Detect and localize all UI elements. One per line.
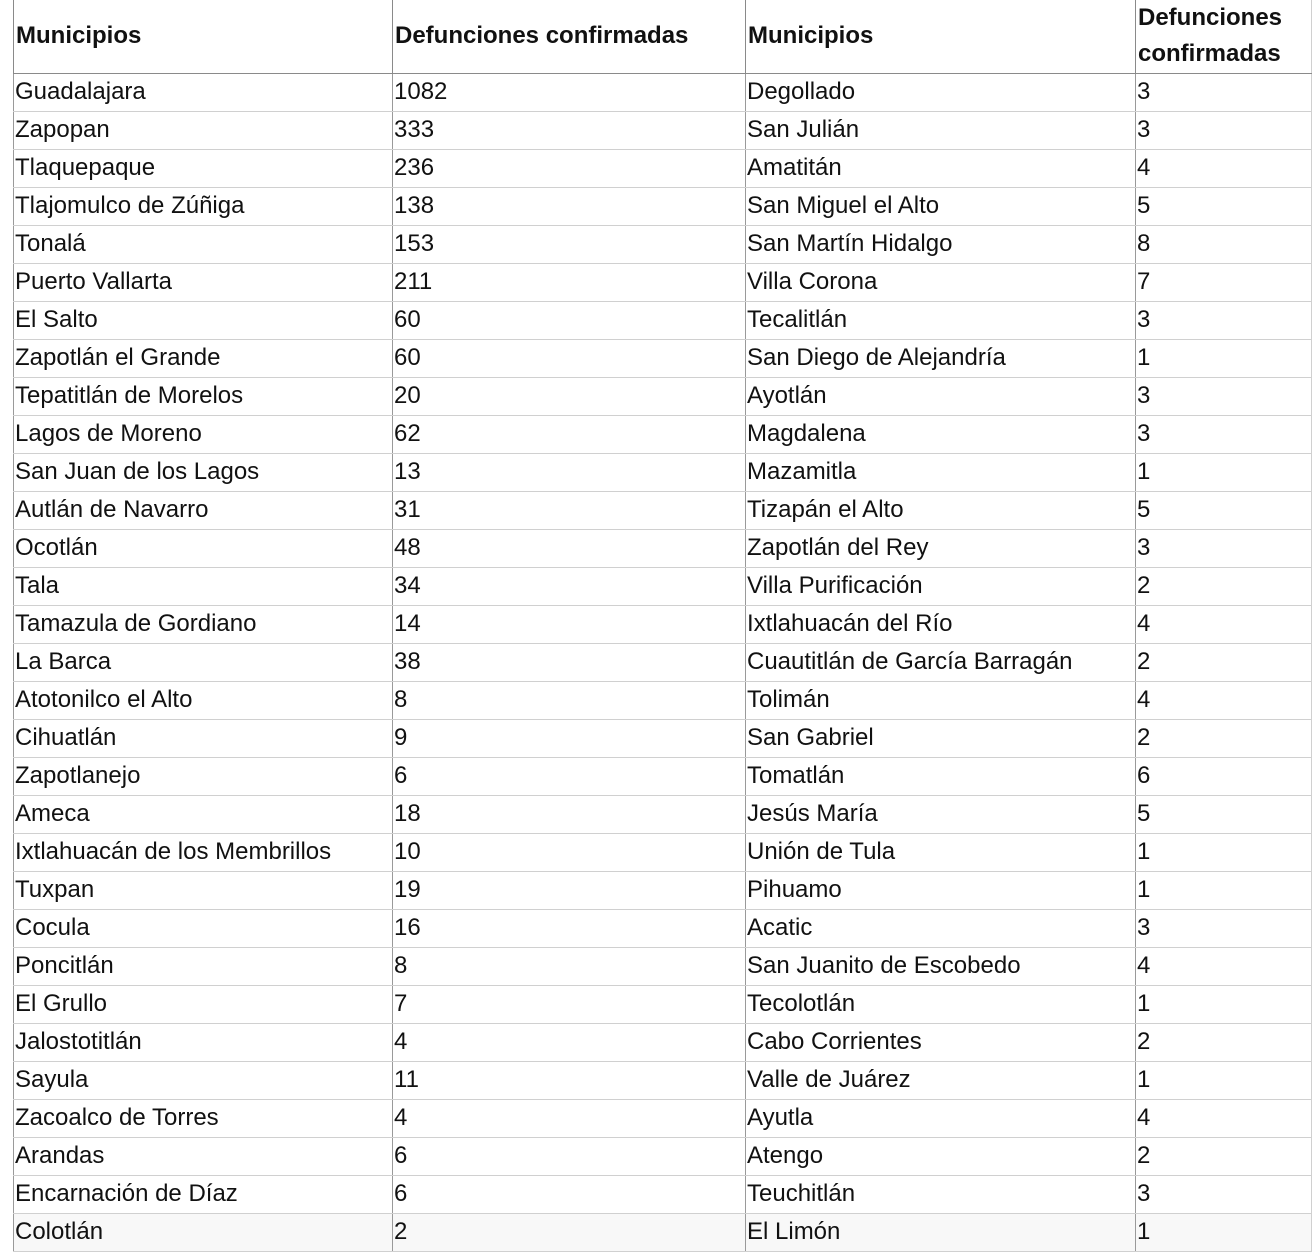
defunciones-right-cell: 4 (1136, 605, 1312, 643)
municipio-right-cell: Magdalena (746, 415, 1136, 453)
defunciones-left-cell: 211 (393, 263, 746, 301)
defunciones-left-cell: 4 (393, 1023, 746, 1061)
defunciones-right-cell: 4 (1136, 947, 1312, 985)
table-row (14, 187, 1312, 225)
defunciones-right-cell: 7 (1136, 263, 1312, 301)
table-body (14, 73, 1312, 1251)
table-row (14, 1023, 1312, 1061)
municipio-left-cell: Guadalajara (14, 73, 393, 111)
municipio-left-cell: Cocula (14, 909, 393, 947)
table-row (14, 301, 1312, 339)
header-municipios-right: Municipios (746, 0, 1136, 73)
defunciones-left-cell: 34 (393, 567, 746, 605)
defunciones-right-cell: 3 (1136, 111, 1312, 149)
defunciones-right-cell: 1 (1136, 453, 1312, 491)
municipio-right-cell: Mazamitla (746, 453, 1136, 491)
defunciones-left-cell: 2 (393, 1213, 746, 1251)
defunciones-left-cell: 8 (393, 681, 746, 719)
municipio-left-cell: San Juan de los Lagos (14, 453, 393, 491)
municipio-left-cell: Autlán de Navarro (14, 491, 393, 529)
municipio-right-cell: Unión de Tula (746, 833, 1136, 871)
municipio-right-cell: Ayutla (746, 1099, 1136, 1137)
municipio-right-cell: San Martín Hidalgo (746, 225, 1136, 263)
defunciones-right-cell: 1 (1136, 985, 1312, 1023)
municipio-right-cell: Acatic (746, 909, 1136, 947)
table-row (14, 529, 1312, 567)
table-row (14, 149, 1312, 187)
defunciones-right-cell: 1 (1136, 871, 1312, 909)
defunciones-left-cell: 31 (393, 491, 746, 529)
municipio-right-cell: Tomatlán (746, 757, 1136, 795)
municipio-right-cell: San Gabriel (746, 719, 1136, 757)
defunciones-left-cell: 138 (393, 187, 746, 225)
municipio-left-cell: Tlaquepaque (14, 149, 393, 187)
municipio-left-cell: Ixtlahuacán de los Membrillos (14, 833, 393, 871)
defunciones-right-cell: 2 (1136, 719, 1312, 757)
municipio-left-cell: El Salto (14, 301, 393, 339)
defunciones-left-cell: 7 (393, 985, 746, 1023)
table-row (14, 795, 1312, 833)
municipio-right-cell: Pihuamo (746, 871, 1136, 909)
municipio-right-cell: Degollado (746, 73, 1136, 111)
defunciones-left-cell: 13 (393, 453, 746, 491)
defunciones-left-cell: 153 (393, 225, 746, 263)
municipio-left-cell: Sayula (14, 1061, 393, 1099)
table-row (14, 111, 1312, 149)
defunciones-right-cell: 5 (1136, 491, 1312, 529)
defunciones-left-cell: 18 (393, 795, 746, 833)
header-defunciones-left: Defunciones confirmadas (393, 0, 746, 73)
table-row (14, 871, 1312, 909)
municipio-left-cell: Zacoalco de Torres (14, 1099, 393, 1137)
defunciones-right-cell: 4 (1136, 681, 1312, 719)
defunciones-right-cell: 3 (1136, 73, 1312, 111)
defunciones-right-cell: 5 (1136, 187, 1312, 225)
defunciones-right-cell: 1 (1136, 1213, 1312, 1251)
municipio-left-cell: Zapopan (14, 111, 393, 149)
table-row (14, 719, 1312, 757)
table-row (14, 681, 1312, 719)
defunciones-left-cell: 62 (393, 415, 746, 453)
defunciones-right-cell: 4 (1136, 149, 1312, 187)
header-defunciones-right: Defunciones confirmadas (1136, 0, 1312, 73)
defunciones-left-cell: 20 (393, 377, 746, 415)
table-row (14, 909, 1312, 947)
table-row (14, 833, 1312, 871)
municipio-right-cell: Amatitán (746, 149, 1136, 187)
defunciones-left-cell: 9 (393, 719, 746, 757)
defunciones-right-cell: 6 (1136, 757, 1312, 795)
municipio-right-cell: Tizapán el Alto (746, 491, 1136, 529)
defunciones-left-cell: 6 (393, 1175, 746, 1213)
municipio-right-cell: Cabo Corrientes (746, 1023, 1136, 1061)
municipio-right-cell: San Juanito de Escobedo (746, 947, 1136, 985)
table-row (14, 605, 1312, 643)
table-row (14, 567, 1312, 605)
table-row (14, 1213, 1312, 1251)
defunciones-right-cell: 2 (1136, 643, 1312, 681)
table-row (14, 643, 1312, 681)
table-row (14, 1137, 1312, 1175)
defunciones-left-cell: 1082 (393, 73, 746, 111)
municipio-left-cell: La Barca (14, 643, 393, 681)
defunciones-left-cell: 38 (393, 643, 746, 681)
municipio-right-cell: Atengo (746, 1137, 1136, 1175)
municipio-right-cell: El Limón (746, 1213, 1136, 1251)
table-row (14, 1099, 1312, 1137)
municipio-right-cell: Cuautitlán de García Barragán (746, 643, 1136, 681)
municipio-right-cell: Valle de Juárez (746, 1061, 1136, 1099)
municipio-right-cell: San Diego de Alejandría (746, 339, 1136, 377)
municipio-left-cell: Cihuatlán (14, 719, 393, 757)
table-header (14, 0, 1312, 73)
municipio-left-cell: Colotlán (14, 1213, 393, 1251)
municipio-left-cell: Ameca (14, 795, 393, 833)
municipio-left-cell: Zapotlán el Grande (14, 339, 393, 377)
municipio-right-cell: Ayotlán (746, 377, 1136, 415)
table-row (14, 377, 1312, 415)
municipio-left-cell: Puerto Vallarta (14, 263, 393, 301)
table-row (14, 225, 1312, 263)
defunciones-right-cell: 3 (1136, 377, 1312, 415)
defunciones-left-cell: 8 (393, 947, 746, 985)
defunciones-right-cell: 3 (1136, 1175, 1312, 1213)
defunciones-right-cell: 4 (1136, 1099, 1312, 1137)
defunciones-right-cell: 1 (1136, 1061, 1312, 1099)
defunciones-left-cell: 16 (393, 909, 746, 947)
defunciones-left-cell: 19 (393, 871, 746, 909)
municipio-left-cell: Tepatitlán de Morelos (14, 377, 393, 415)
table-row (14, 415, 1312, 453)
table-row (14, 73, 1312, 111)
header-municipios-left: Municipios (14, 0, 393, 73)
defunciones-left-cell: 60 (393, 301, 746, 339)
defunciones-right-cell: 2 (1136, 1023, 1312, 1061)
municipio-right-cell: Villa Purificación (746, 567, 1136, 605)
defunciones-left-cell: 14 (393, 605, 746, 643)
municipio-right-cell: Ixtlahuacán del Río (746, 605, 1136, 643)
defunciones-right-cell: 3 (1136, 529, 1312, 567)
deaths-by-municipality-table (13, 0, 1312, 1252)
municipio-left-cell: Encarnación de Díaz (14, 1175, 393, 1213)
table-row (14, 1061, 1312, 1099)
defunciones-right-cell: 3 (1136, 909, 1312, 947)
table-row (14, 453, 1312, 491)
defunciones-right-cell: 5 (1136, 795, 1312, 833)
defunciones-left-cell: 48 (393, 529, 746, 567)
municipio-left-cell: Tuxpan (14, 871, 393, 909)
municipio-left-cell: Zapotlanejo (14, 757, 393, 795)
municipio-left-cell: Tlajomulco de Zúñiga (14, 187, 393, 225)
defunciones-left-cell: 6 (393, 1137, 746, 1175)
municipio-left-cell: Tamazula de Gordiano (14, 605, 393, 643)
municipio-right-cell: Tolimán (746, 681, 1136, 719)
defunciones-right-cell: 1 (1136, 833, 1312, 871)
municipio-right-cell: Zapotlán del Rey (746, 529, 1136, 567)
municipio-left-cell: Poncitlán (14, 947, 393, 985)
defunciones-left-cell: 236 (393, 149, 746, 187)
table-row (14, 947, 1312, 985)
defunciones-left-cell: 11 (393, 1061, 746, 1099)
table-row (14, 491, 1312, 529)
municipio-left-cell: Lagos de Moreno (14, 415, 393, 453)
municipio-left-cell: Tonalá (14, 225, 393, 263)
municipio-right-cell: Villa Corona (746, 263, 1136, 301)
table-row (14, 985, 1312, 1023)
defunciones-right-cell: 8 (1136, 225, 1312, 263)
municipio-right-cell: Tecalitlán (746, 301, 1136, 339)
municipio-left-cell: Arandas (14, 1137, 393, 1175)
table-row (14, 757, 1312, 795)
municipio-left-cell: Ocotlán (14, 529, 393, 567)
municipio-right-cell: Teuchitlán (746, 1175, 1136, 1213)
defunciones-right-cell: 1 (1136, 339, 1312, 377)
header-row (14, 0, 1312, 73)
municipio-left-cell: Atotonilco el Alto (14, 681, 393, 719)
municipio-right-cell: San Miguel el Alto (746, 187, 1136, 225)
defunciones-left-cell: 4 (393, 1099, 746, 1137)
municipio-right-cell: San Julián (746, 111, 1136, 149)
table-row (14, 263, 1312, 301)
municipio-left-cell: Jalostotitlán (14, 1023, 393, 1061)
table-row (14, 1175, 1312, 1213)
table-row (14, 339, 1312, 377)
defunciones-left-cell: 6 (393, 757, 746, 795)
defunciones-right-cell: 2 (1136, 567, 1312, 605)
defunciones-left-cell: 60 (393, 339, 746, 377)
municipio-right-cell: Jesús María (746, 795, 1136, 833)
municipio-right-cell: Tecolotlán (746, 985, 1136, 1023)
defunciones-right-cell: 3 (1136, 415, 1312, 453)
defunciones-left-cell: 10 (393, 833, 746, 871)
municipio-left-cell: El Grullo (14, 985, 393, 1023)
defunciones-right-cell: 2 (1136, 1137, 1312, 1175)
defunciones-left-cell: 333 (393, 111, 746, 149)
municipio-left-cell: Tala (14, 567, 393, 605)
defunciones-right-cell: 3 (1136, 301, 1312, 339)
